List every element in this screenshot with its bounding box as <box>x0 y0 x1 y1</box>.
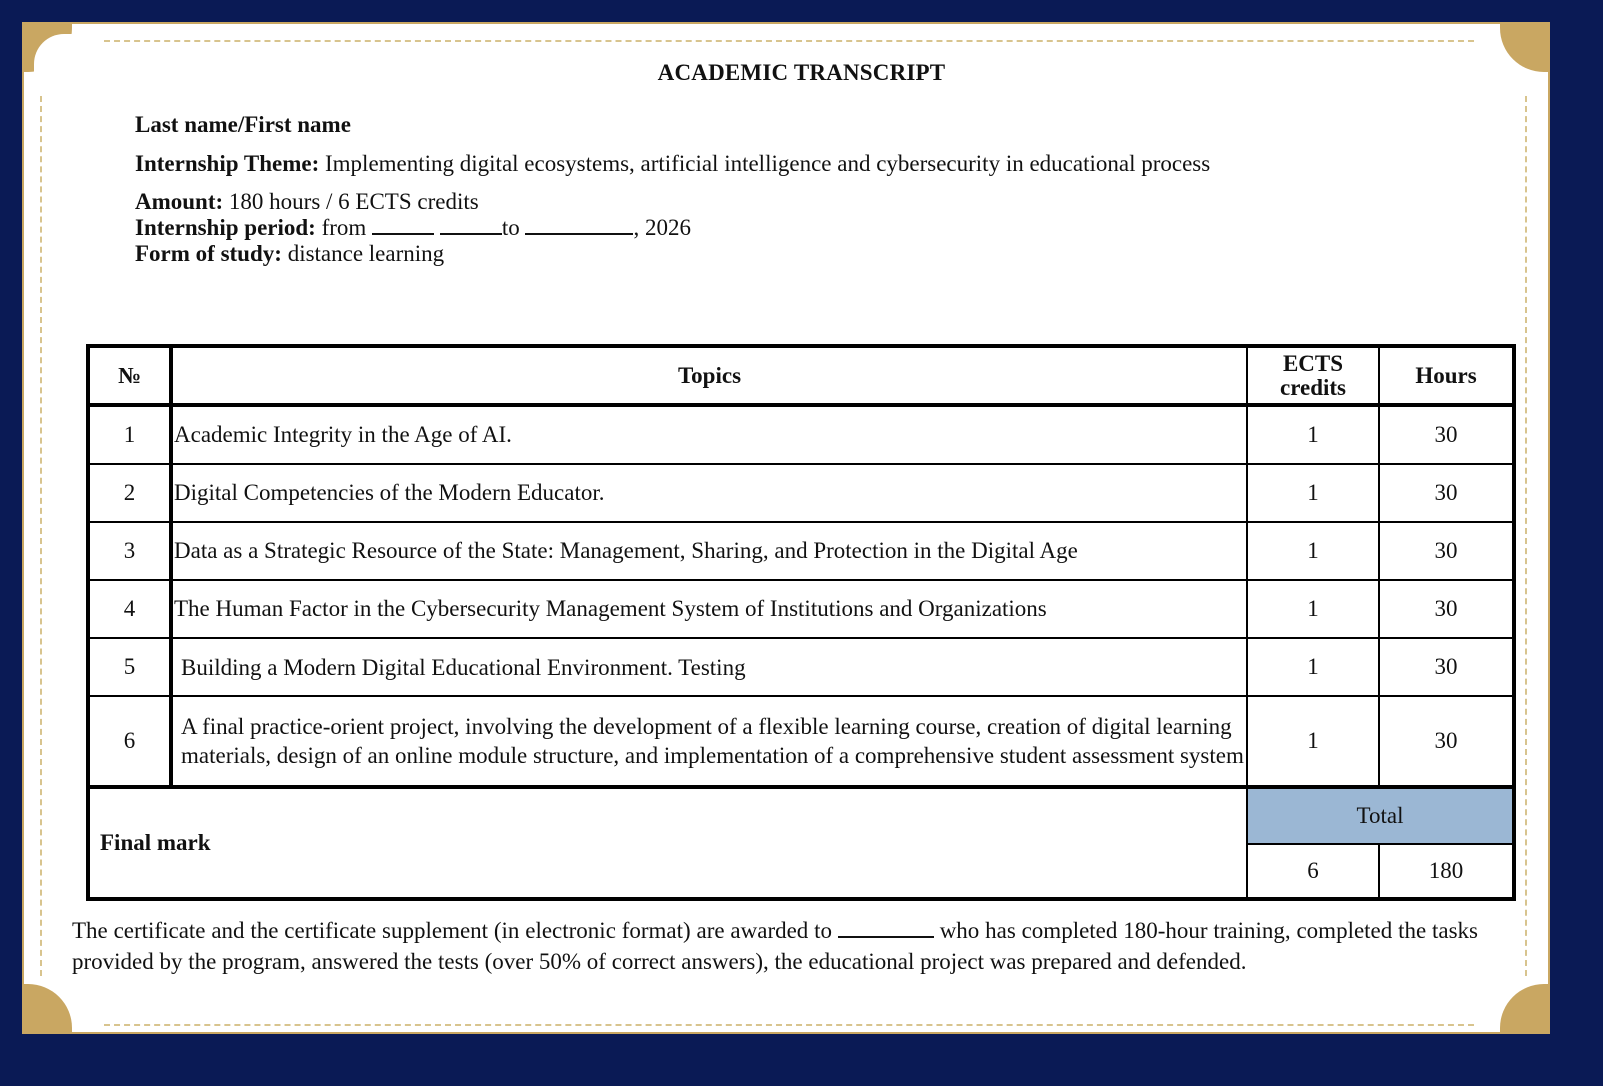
topics-table <box>86 344 1516 901</box>
table-row <box>88 696 1514 787</box>
name-label: Last name/First name <box>135 112 351 137</box>
row-num: 2 <box>88 464 171 522</box>
row-topic: A final practice-orient project, involving the development of a flexible learning course, creation of digital learning materials, design of an online module structure, and implementation of a comprehensive student assessment system <box>171 696 1247 787</box>
form-line <box>135 241 444 267</box>
period-from: from <box>321 215 367 240</box>
table-row <box>88 638 1514 696</box>
header-hours: Hours <box>1379 346 1514 405</box>
table-row <box>88 522 1514 580</box>
period-year: , 2026 <box>633 215 691 240</box>
row-ects: 1 <box>1247 405 1379 464</box>
period-from-blank-1 <box>372 215 434 235</box>
form-label: Form of study: <box>135 241 282 266</box>
row-num: 3 <box>88 522 171 580</box>
total-hours: 180 <box>1379 844 1514 899</box>
row-hours: 30 <box>1379 464 1514 522</box>
row-ects: 1 <box>1247 464 1379 522</box>
total-ects: 6 <box>1247 844 1379 899</box>
header-num: № <box>88 346 171 405</box>
theme-value: Implementing digital ecosystems, artificial intelligence and cybersecurity in educational process <box>325 151 1211 176</box>
amount-line <box>135 189 479 215</box>
period-to-blank <box>525 215 633 235</box>
total-label: Total <box>1247 787 1514 844</box>
row-ects: 1 <box>1247 638 1379 696</box>
row-topic: Building a Modern Digital Educational Environment. Testing <box>171 638 1247 696</box>
table-row <box>88 464 1514 522</box>
final-mark-label: Final mark <box>88 787 1247 899</box>
period-line <box>135 215 691 241</box>
total-header-row <box>88 787 1514 844</box>
dashed-border-right <box>1525 96 1527 976</box>
name-line <box>135 112 351 138</box>
table-row <box>88 405 1514 464</box>
statement-text-after: who has completed 180-hour training, completed the tasks provided by the program, answered the tests (over 50% of correct answers), the educational project was prepared and defended. <box>72 918 1479 974</box>
row-num: 6 <box>88 696 171 787</box>
statement-text-before: The certificate and the certificate supplement (in electronic format) are awarded to <box>72 918 833 943</box>
period-label: Internship period: <box>135 215 316 240</box>
table-row <box>88 580 1514 638</box>
row-topic: The Human Factor in the Cybersecurity Management System of Institutions and Organizations <box>171 580 1247 638</box>
row-hours: 30 <box>1379 696 1514 787</box>
row-hours: 30 <box>1379 638 1514 696</box>
row-hours: 30 <box>1379 522 1514 580</box>
header-ects: ECTS credits <box>1247 346 1379 405</box>
row-hours: 30 <box>1379 405 1514 464</box>
row-num: 1 <box>88 405 171 464</box>
row-num: 5 <box>88 638 171 696</box>
period-from-blank-2 <box>440 215 502 235</box>
form-value: distance learning <box>287 241 445 266</box>
theme-label: Internship Theme: <box>135 151 320 176</box>
row-topic: Data as a Strategic Resource of the State: Management, Sharing, and Protection in the Digital Age <box>171 522 1247 580</box>
dashed-border-bottom <box>104 1024 1474 1026</box>
recipient-blank <box>838 918 934 938</box>
row-ects: 1 <box>1247 522 1379 580</box>
period-to: to <box>501 215 520 240</box>
row-hours: 30 <box>1379 580 1514 638</box>
row-num: 4 <box>88 580 171 638</box>
row-topic: Digital Competencies of the Modern Educator. <box>171 464 1247 522</box>
amount-label: Amount: <box>135 189 224 214</box>
certificate-statement <box>72 915 1478 977</box>
row-ects: 1 <box>1247 696 1379 787</box>
header-topics: Topics <box>171 346 1247 405</box>
row-ects: 1 <box>1247 580 1379 638</box>
theme-line <box>135 151 1210 177</box>
document-title: ACADEMIC TRANSCRIPT <box>657 60 946 85</box>
amount-value: 180 hours / 6 ECTS credits <box>228 189 479 214</box>
row-topic: Academic Integrity in the Age of AI. <box>171 405 1247 464</box>
dashed-border-left <box>40 96 42 976</box>
dashed-border-top <box>104 40 1474 42</box>
